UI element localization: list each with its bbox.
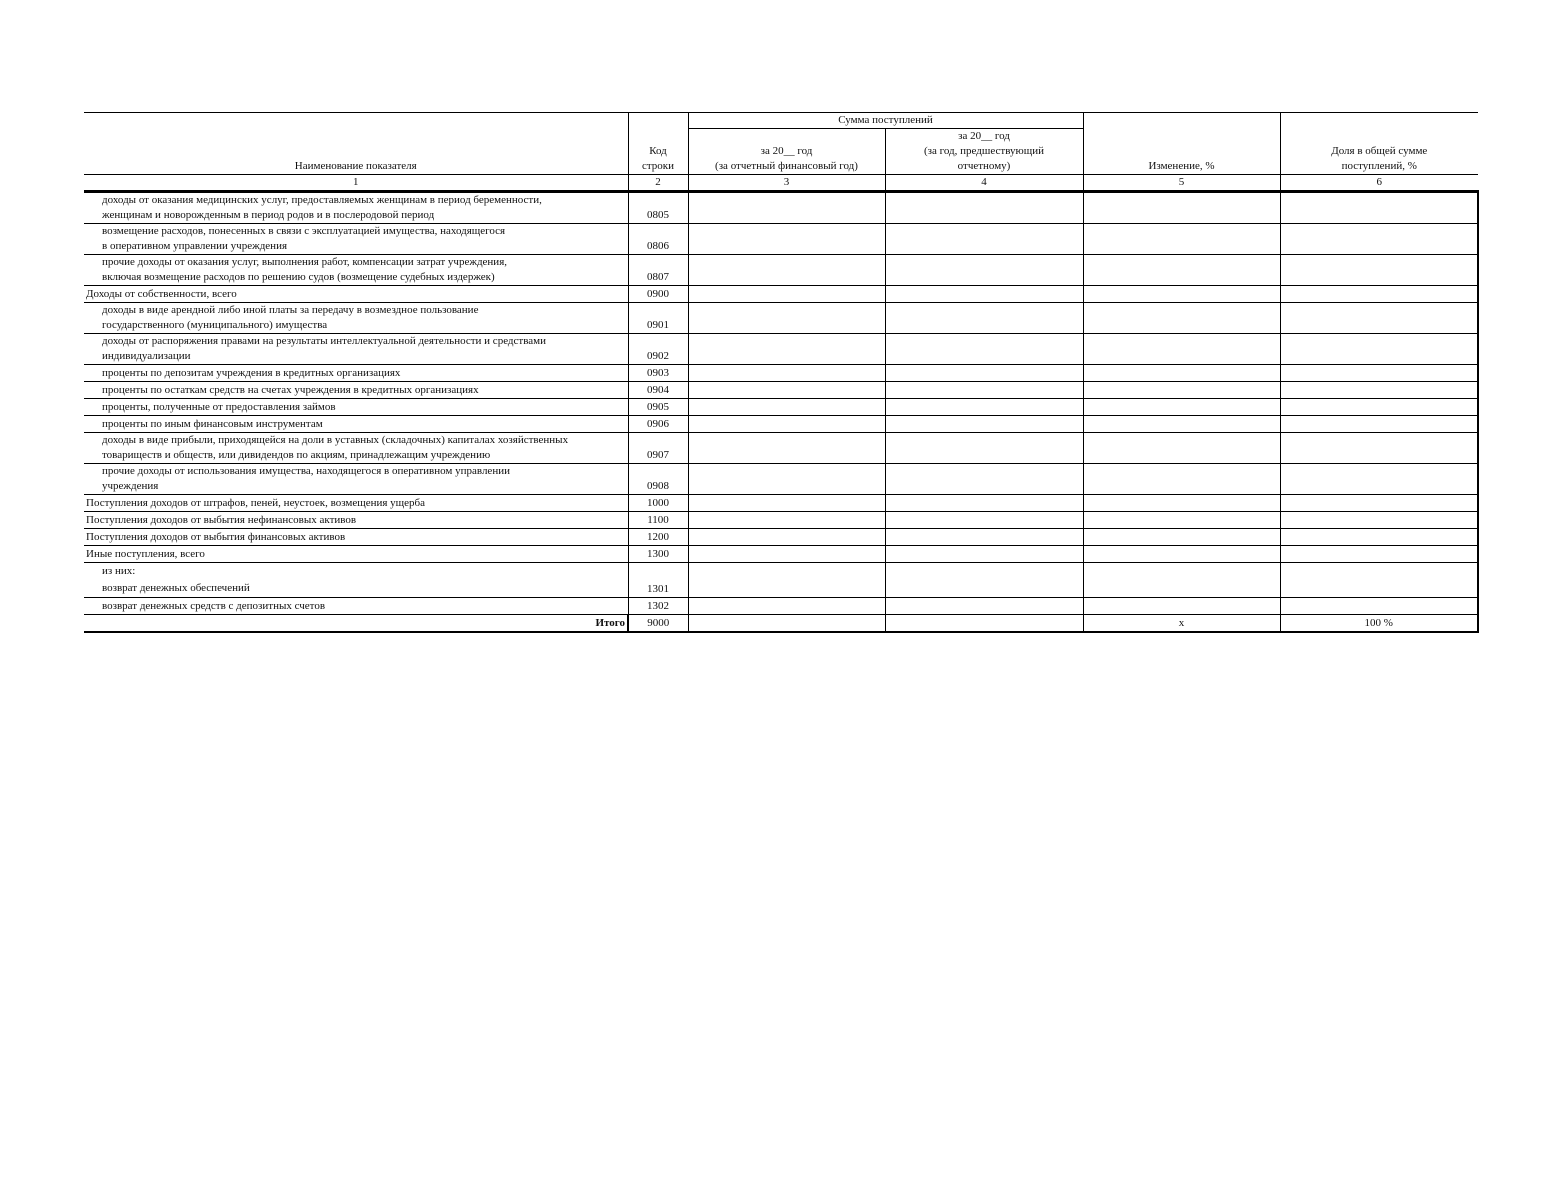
row-code: 0906	[628, 416, 688, 433]
row-code: 0904	[628, 382, 688, 399]
table-row	[84, 255, 1478, 286]
value-cell[interactable]	[1083, 433, 1280, 464]
revenue-report-table	[84, 112, 1479, 633]
total-label: Итого	[84, 615, 628, 633]
value-cell[interactable]	[1280, 563, 1478, 598]
value-cell[interactable]	[688, 365, 885, 382]
row-label: возмещение расходов, понесенных в связи с эксплуатацией имущества, находящегося в оперативном управлении учреждения	[84, 224, 628, 255]
table-row	[84, 464, 1478, 495]
value-cell[interactable]	[885, 255, 1083, 286]
value-cell[interactable]	[1280, 224, 1478, 255]
header-previous-year: за 20__ год (за год, предшествующий отчетному)	[885, 129, 1083, 175]
value-cell[interactable]	[1280, 382, 1478, 399]
row-code: 0907	[628, 433, 688, 464]
value-cell[interactable]	[1083, 512, 1280, 529]
value-cell[interactable]	[688, 529, 885, 546]
value-cell[interactable]	[885, 433, 1083, 464]
value-cell[interactable]	[688, 615, 885, 633]
total-code: 9000	[628, 615, 688, 633]
row-label: возврат денежных средств с депозитных счетов	[84, 598, 628, 615]
table-row	[84, 563, 1478, 598]
row-code: 0807	[628, 255, 688, 286]
header-indicator-name: Наименование показателя	[294, 160, 417, 172]
table-row	[84, 495, 1478, 512]
row-label: Поступления доходов от штрафов, пеней, неустоек, возмещения ущерба	[84, 495, 628, 512]
header-share: Доля в общей сумме поступлений, %	[1280, 113, 1478, 175]
row-label: доходы от распоряжения правами на результаты интеллектуальной деятельности и средствами индивидуализации	[84, 334, 628, 365]
value-cell[interactable]	[1083, 529, 1280, 546]
value-cell[interactable]	[688, 382, 885, 399]
row-code: 1301	[628, 563, 688, 598]
value-cell[interactable]	[1083, 598, 1280, 615]
row-code: 0806	[628, 224, 688, 255]
value-cell[interactable]	[1280, 512, 1478, 529]
value-cell[interactable]	[1280, 303, 1478, 334]
value-cell[interactable]	[1280, 546, 1478, 563]
value-cell[interactable]	[885, 416, 1083, 433]
row-label: Поступления доходов от выбытия финансовых активов	[84, 529, 628, 546]
value-cell[interactable]	[1083, 382, 1280, 399]
row-code: 0901	[628, 303, 688, 334]
value-cell[interactable]	[1280, 334, 1478, 365]
value-cell[interactable]	[885, 224, 1083, 255]
header-current-year: за 20__ год (за отчетный финансовый год)	[688, 129, 885, 175]
row-label: Иные поступления, всего	[84, 546, 628, 563]
table-row	[84, 529, 1478, 546]
value-cell[interactable]	[1280, 365, 1478, 382]
header-change: Изменение, %	[1083, 113, 1280, 175]
value-cell[interactable]	[1083, 546, 1280, 563]
value-cell[interactable]	[1280, 286, 1478, 303]
value-cell[interactable]	[1280, 464, 1478, 495]
value-cell[interactable]	[688, 598, 885, 615]
row-code: 1302	[628, 598, 688, 615]
row-label: проценты по иным финансовым инструментам	[84, 416, 628, 433]
table-row	[84, 224, 1478, 255]
row-code: 0805	[628, 192, 688, 224]
value-cell[interactable]	[688, 303, 885, 334]
column-number: 4	[885, 175, 1083, 192]
value-cell[interactable]	[688, 464, 885, 495]
value-cell[interactable]	[1280, 399, 1478, 416]
value-cell[interactable]	[885, 563, 1083, 598]
row-label: прочие доходы от оказания услуг, выполнения работ, компенсации затрат учреждения, включая возмещение расходов по решению судов (возмещение судебных издержек)	[84, 255, 628, 286]
value-cell[interactable]	[885, 529, 1083, 546]
table-row	[84, 286, 1478, 303]
value-cell[interactable]	[885, 399, 1083, 416]
value-cell[interactable]	[885, 192, 1083, 224]
row-label: доходы в виде арендной либо иной платы за передачу в возмездное пользование государственного (муниципального) имущества	[84, 303, 628, 334]
value-cell[interactable]	[1083, 399, 1280, 416]
header-revenue-sum: Сумма поступлений	[688, 113, 1083, 129]
row-label: Доходы от собственности, всего	[84, 286, 628, 303]
row-code: 0903	[628, 365, 688, 382]
row-label: доходы от оказания медицинских услуг, предоставляемых женщинам в период беременности, женщинам и новорожденным в период родов и в послеродовой период	[84, 192, 628, 224]
total-change: x	[1083, 615, 1280, 633]
table-row	[84, 399, 1478, 416]
value-cell[interactable]	[1083, 334, 1280, 365]
row-label: доходы в виде прибыли, приходящейся на доли в уставных (складочных) капиталах хозяйственных товариществ и обществ, или дивидендов по акциям, принадлежащим учреждению	[84, 433, 628, 464]
value-cell[interactable]	[885, 334, 1083, 365]
row-label: прочие доходы от использования имущества, находящегося в оперативном управлении учреждения	[84, 464, 628, 495]
value-cell[interactable]	[885, 286, 1083, 303]
value-cell[interactable]	[1280, 598, 1478, 615]
value-cell[interactable]	[1083, 303, 1280, 334]
value-cell[interactable]	[1083, 224, 1280, 255]
value-cell[interactable]	[885, 303, 1083, 334]
value-cell[interactable]	[688, 433, 885, 464]
row-code: 0900	[628, 286, 688, 303]
row-label: проценты по депозитам учреждения в кредитных организациях	[84, 365, 628, 382]
row-code: 1200	[628, 529, 688, 546]
value-cell[interactable]	[1083, 416, 1280, 433]
column-number: 6	[1280, 175, 1478, 192]
total-row	[84, 615, 1478, 633]
value-cell[interactable]	[885, 598, 1083, 615]
value-cell[interactable]	[1083, 255, 1280, 286]
value-cell[interactable]	[1280, 255, 1478, 286]
value-cell[interactable]	[885, 382, 1083, 399]
value-cell[interactable]	[1083, 464, 1280, 495]
table-row	[84, 334, 1478, 365]
row-label: проценты по остаткам средств на счетах учреждения в кредитных организациях	[84, 382, 628, 399]
column-number: 1	[84, 175, 628, 192]
row-code: 0908	[628, 464, 688, 495]
header-line-code: Код строки	[628, 113, 688, 175]
row-label: из них: возврат денежных обеспечений	[84, 563, 628, 598]
value-cell[interactable]	[688, 512, 885, 529]
value-cell[interactable]	[885, 615, 1083, 633]
value-cell[interactable]	[1083, 192, 1280, 224]
total-share: 100 %	[1280, 615, 1478, 633]
table-row	[84, 382, 1478, 399]
table-row	[84, 192, 1478, 224]
value-cell[interactable]	[1083, 495, 1280, 512]
value-cell[interactable]	[1280, 495, 1478, 512]
value-cell[interactable]	[885, 464, 1083, 495]
row-code: 1300	[628, 546, 688, 563]
value-cell[interactable]	[688, 334, 885, 365]
table-row	[84, 512, 1478, 529]
value-cell[interactable]	[688, 495, 885, 512]
row-code: 0905	[628, 399, 688, 416]
value-cell[interactable]	[688, 563, 885, 598]
value-cell[interactable]	[885, 546, 1083, 563]
value-cell[interactable]	[885, 495, 1083, 512]
value-cell[interactable]	[688, 192, 885, 224]
value-cell[interactable]	[688, 399, 885, 416]
value-cell[interactable]	[885, 512, 1083, 529]
column-number: 5	[1083, 175, 1280, 192]
row-code: 1100	[628, 512, 688, 529]
row-code: 0902	[628, 334, 688, 365]
value-cell[interactable]	[688, 286, 885, 303]
value-cell[interactable]	[1280, 416, 1478, 433]
value-cell[interactable]	[1083, 563, 1280, 598]
table-row	[84, 433, 1478, 464]
table-row	[84, 546, 1478, 563]
value-cell[interactable]	[688, 224, 885, 255]
value-cell[interactable]	[1083, 286, 1280, 303]
value-cell[interactable]	[688, 416, 885, 433]
row-label: проценты, полученные от предоставления займов	[84, 399, 628, 416]
value-cell[interactable]	[885, 365, 1083, 382]
value-cell[interactable]	[1083, 365, 1280, 382]
table-row	[84, 598, 1478, 615]
value-cell[interactable]	[1280, 529, 1478, 546]
row-label: Поступления доходов от выбытия нефинансовых активов	[84, 512, 628, 529]
table-row	[84, 365, 1478, 382]
value-cell[interactable]	[688, 546, 885, 563]
column-number: 2	[628, 175, 688, 192]
value-cell[interactable]	[688, 255, 885, 286]
value-cell[interactable]	[1280, 433, 1478, 464]
value-cell[interactable]	[1280, 192, 1478, 224]
table-row	[84, 303, 1478, 334]
row-code: 1000	[628, 495, 688, 512]
column-number: 3	[688, 175, 885, 192]
table-row	[84, 416, 1478, 433]
